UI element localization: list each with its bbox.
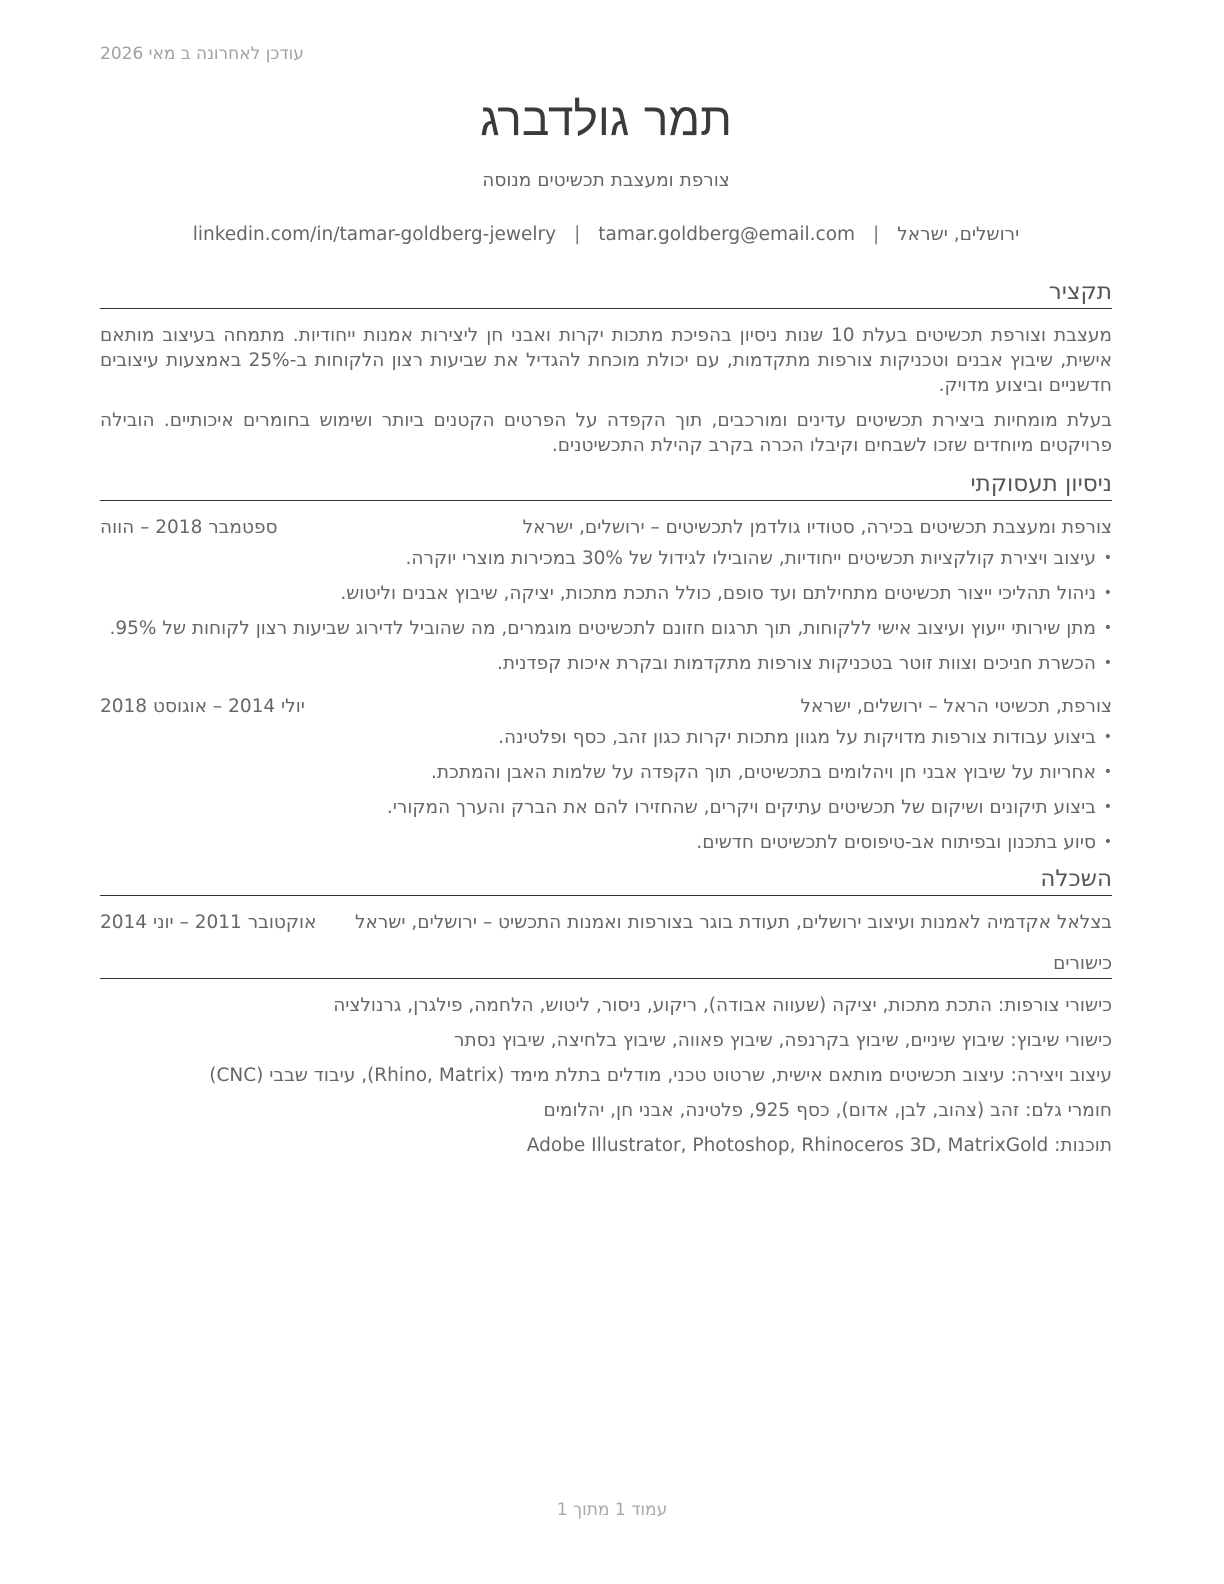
skill-line: כישורי צורפות: התכת מתכות, יציקה (שעווה אבודה), ריקוע, ניסור, ליטוש, הלחמה, פילגרן, גרנולציה xyxy=(333,995,1112,1016)
candidate-name: תמר גולדברג xyxy=(480,92,732,146)
contact-separator: | xyxy=(873,224,880,245)
candidate-title: צורפת ומעצבת תכשיטים מנוסה xyxy=(482,170,730,191)
page-number: עמוד 1 מתוך 1 xyxy=(556,1500,668,1520)
job-entry xyxy=(100,515,1112,676)
job-bullets xyxy=(100,725,1112,855)
resume-page xyxy=(100,88,1112,1168)
section-heading-summary: תקציר xyxy=(100,278,1112,309)
job-bullet: • ניהול תהליכי ייצור תכשיטים מתחילתם ועד סופם, כולל התכת מתכות, יציקה, שיבוץ אבנים וליטוש. xyxy=(100,581,1112,606)
job-bullet: • עיצוב ויצירת קולקציות תכשיטים ייחודיות, שהובילו לגידול של 30% במכירות מוצרי יוקרה. xyxy=(100,546,1112,571)
job-entry xyxy=(100,694,1112,855)
education-institution: בצלאל אקדמיה לאמנות ועיצוב ירושלים, תעודת בוגר בצורפות ואמנות התכשיט – ירושלים, ישראל xyxy=(354,912,1112,933)
skill-line: כישורי שיבוץ: שיבוץ שיניים, שיבוץ בקרנפה, שיבוץ פאווה, שיבוץ בלחיצה, שיבוץ נסתר xyxy=(454,1030,1112,1051)
skill-line: חומרי גלם: זהב (צהוב, לבן, אדום), כסף 925, פלטינה, אבני חן, יהלומים xyxy=(543,1100,1112,1121)
section-heading-education: השכלה xyxy=(100,865,1112,896)
experience-section xyxy=(100,470,1112,855)
job-bullet: • מתן שירותי ייעוץ ועיצוב אישי ללקוחות, תוך תרגום חזונם לתכשיטים מוגמרים, מה שהוביל לדירוג שביעות רצון לקוחות של 95%. xyxy=(100,616,1112,641)
job-bullet: • הכשרת חניכים וצוות זוטר בטכניקות צורפות מתקדמות ובקרת איכות קפדנית. xyxy=(100,651,1112,676)
skill-line: תוכנות: Adobe Illustrator, Photoshop, Rhinoceros 3D, MatrixGold xyxy=(526,1135,1112,1156)
contact-email[interactable]: tamar.goldberg@email.com xyxy=(598,224,856,245)
job-bullets xyxy=(100,546,1112,676)
education-section xyxy=(100,865,1112,935)
skill-line: עיצוב ויצירה: עיצוב תכשיטים מותאם אישית, שרטוט טכני, מודלים בתלת מימד (Rhino, Matrix), עיבוד שבבי (CNC) xyxy=(209,1065,1112,1086)
job-title: צורפת ומעצבת תכשיטים בכירה, סטודיו גולדמן לתכשיטים – ירושלים, ישראל xyxy=(522,517,1112,538)
job-title: צורפת, תכשיטי הראל – ירושלים, ישראל xyxy=(800,696,1112,717)
job-bullet: • ביצוע עבודות צורפות מדויקות על מגוון מתכות יקרות כגון זהב, כסף ופלטינה. xyxy=(100,725,1112,750)
job-dates: יולי 2014 – אוגוסט 2018 xyxy=(100,696,305,717)
summary-section xyxy=(100,278,1112,458)
education-dates: אוקטובר 2011 – יוני 2014 xyxy=(100,912,317,933)
education-entry xyxy=(100,910,1112,935)
section-heading-skills: כישורים xyxy=(100,951,1112,979)
last-updated-note: עודכן לאחרונה ב מאי 2026 xyxy=(100,44,304,64)
job-bullet: • ביצוע תיקונים ושיקום של תכשיטים עתיקים ויקרים, שהחזירו להם את הברק והערך המקורי. xyxy=(100,795,1112,820)
job-dates: ספטמבר 2018 – הווה xyxy=(100,517,278,538)
section-heading-experience: ניסיון תעסוקתי xyxy=(100,470,1112,501)
summary-paragraph: בעלת מומחיות ביצירת תכשיטים עדינים ומורכבים, תוך הקפדה על הפרטים הקטנים ביותר ושימוש בחומרים איכותיים. הובילה פרויקטים מיוחדים שזכו לשבחים וקיבלו הכרה בקרב קהילת התכשיטנים. xyxy=(100,410,1112,456)
contact-linkedin[interactable]: linkedin.com/in/tamar-goldberg-jewelry xyxy=(192,224,557,245)
contact-location: ירושלים, ישראל xyxy=(897,224,1020,245)
job-header xyxy=(100,515,1112,540)
contact-separator: | xyxy=(574,224,581,245)
summary-paragraph: מעצבת וצורפת תכשיטים בעלת 10 שנות ניסיון בהפיכת מתכות יקרות ואבני חן ליצירות אמנות ייחודיות. מתמחה בעיצוב מותאם אישית, שיבוץ אבנים וטכניקות צורפות מתקדמות, עם יכולת מוכחת להגדיל את שביעות רצון הלקוחות ב-25% באמצעות עיצובים חדשניים וביצוע מדויק. xyxy=(100,325,1112,396)
contact-line xyxy=(100,222,1112,248)
job-bullet: • סיוע בתכנון ובפיתוח אב-טיפוסים לתכשיטים חדשים. xyxy=(100,830,1112,855)
job-header xyxy=(100,694,1112,719)
skills-section xyxy=(100,951,1112,1158)
job-bullet: • אחריות על שיבוץ אבני חן ויהלומים בתכשיטים, תוך הקפדה על שלמות האבן והמתכת. xyxy=(100,760,1112,785)
